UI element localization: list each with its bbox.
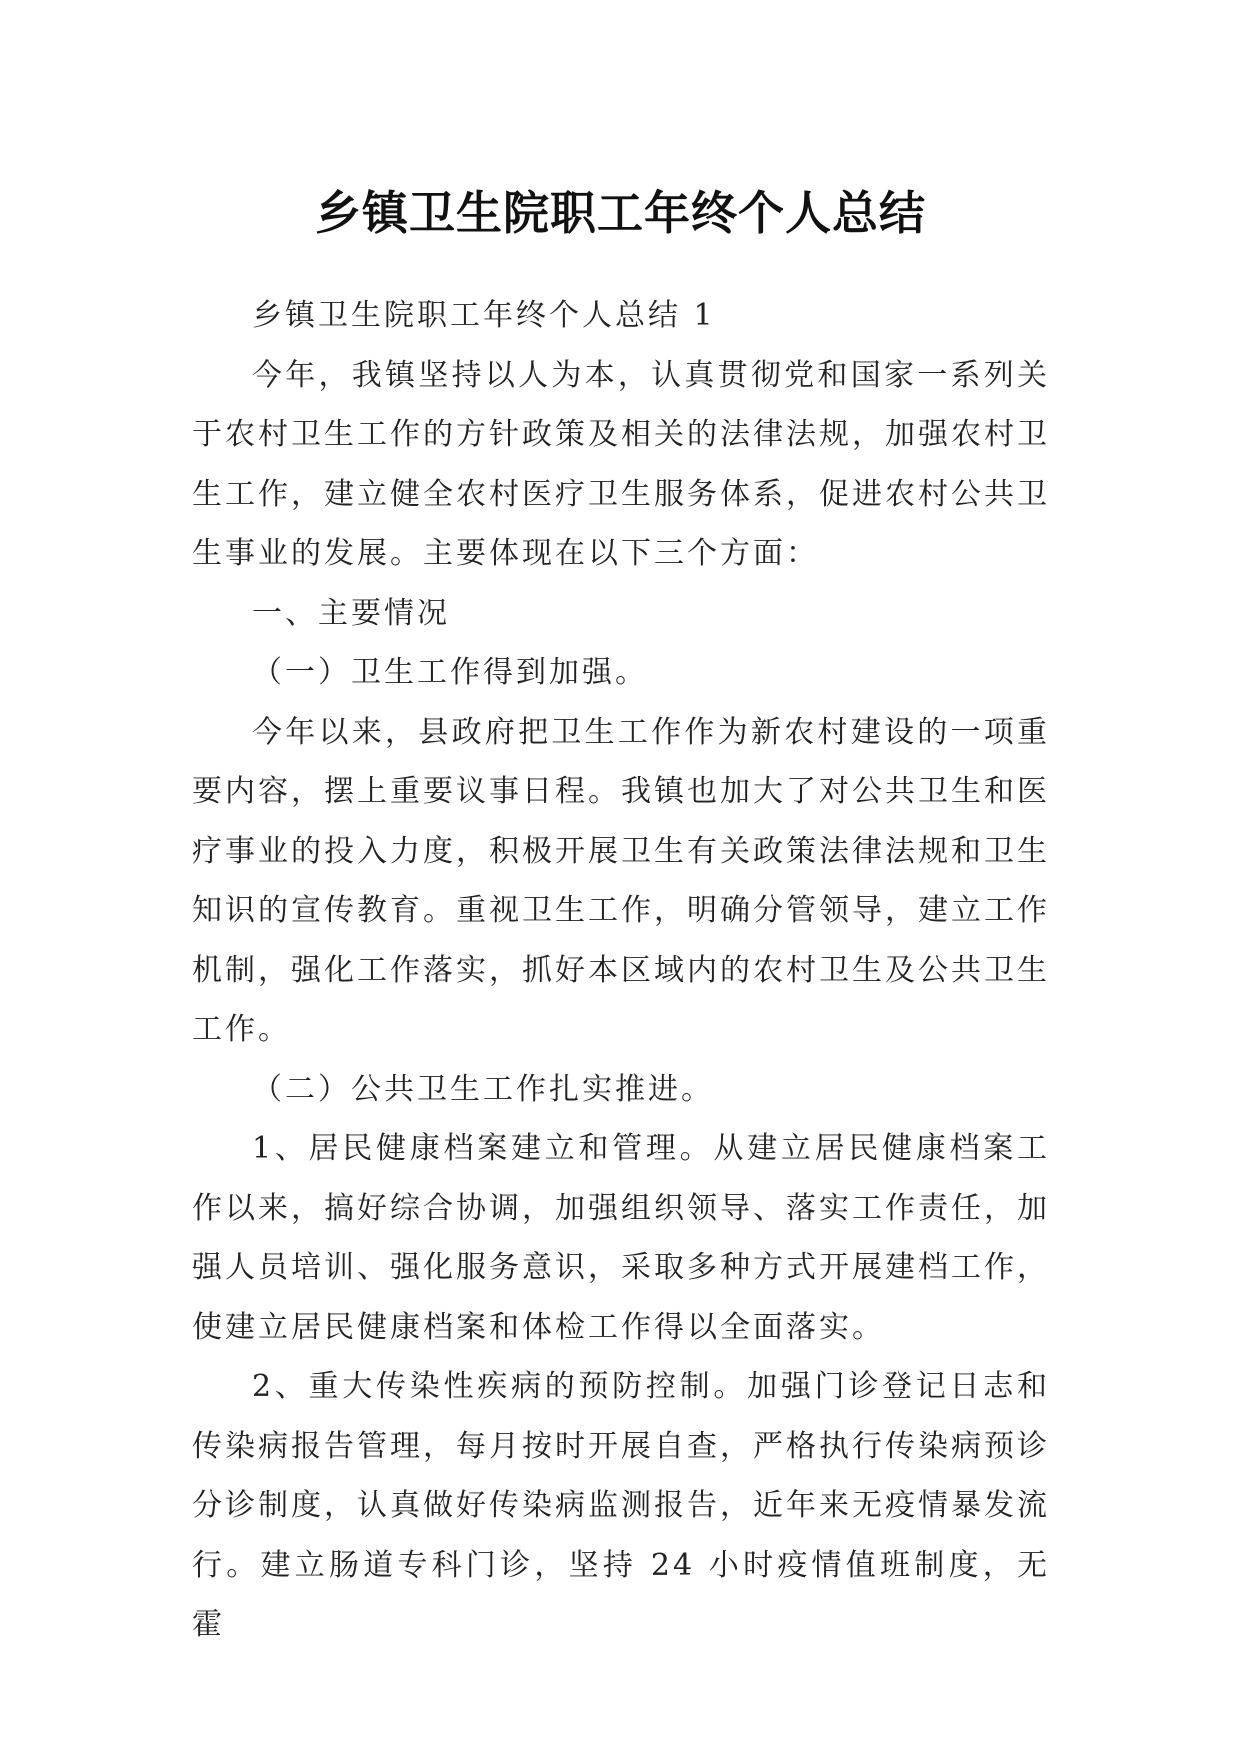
subsection-heading: （二）公共卫生工作扎实推进。 — [252, 1071, 714, 1107]
subsection-heading: （一）卫生工作得到加强。 — [252, 655, 648, 690]
paragraph: 2、重大传染性疾病的预防控制。加强门诊登记日志和传染病报告管理，每月按时开展自查，严格执行传染病预诊分诊制度，认真做好传染病监测报告，近年来无疫情暴发流行。建立肠道专科门诊，坚持 24 小时疫情值班制度，无霍 — [192, 1369, 1050, 1642]
document-title: 乡镇卫生院职工年终个人总结 — [315, 185, 926, 240]
section-heading: 一、主要情况 — [252, 595, 450, 631]
paragraph: 1、居民健康档案建立和管理。从建立居民健康档案工作以来，搞好综合协调，加强组织领导、落实工作责任，加强人员培训、强化服务意识，采取多种方式开展建档工作，使建立居民健康档案和体检工作得以全面落实。 — [192, 1131, 1050, 1345]
paragraph: 今年，我镇坚持以人为本，认真贯彻党和国家一系列关于农村卫生工作的方针政策及相关的法律法规，加强农村卫生工作，建立健全农村医疗卫生服务体系，促进农村公共卫生事业的发展。主要体现在以下三个方面： — [192, 357, 1050, 571]
paragraph: 今年以来，县政府把卫生工作作为新农村建设的一项重要内容，摆上重要议事日程。我镇也加大了对公共卫生和医疗事业的投入力度，积极开展卫生有关政策法律法规和卫生知识的宣传教育。重视卫生工作，明确分管领导，建立工作机制，强化工作落实，抓好本区域内的农村卫生及公共卫生工作。 — [192, 714, 1050, 1047]
section-heading: 乡镇卫生院职工年终个人总结 1 — [252, 298, 716, 333]
document-body — [192, 286, 1050, 1655]
